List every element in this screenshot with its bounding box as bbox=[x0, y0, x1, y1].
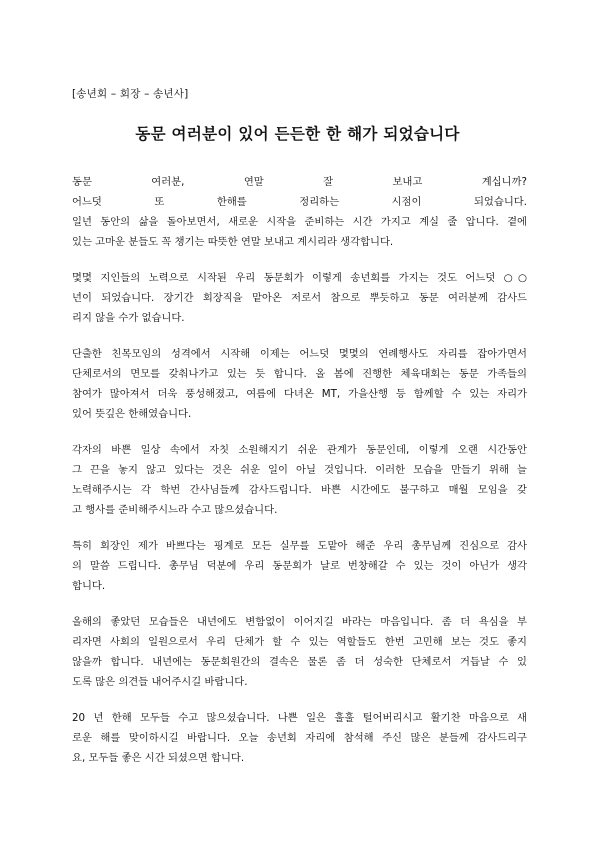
paragraph bbox=[72, 612, 527, 692]
text-line: 로운 해를 맞이하시길 바랍니다. 오늘 송년회 자리에 참석해 주신 많은 분들께 감사드리구 bbox=[72, 732, 527, 744]
text-line: 않을까 합니다. 내년에는 동문회원간의 결속은 물론 좀 더 성숙한 단체로서 거듭날 수 있 bbox=[72, 656, 527, 668]
text-line: 리지 않을 수가 없습니다. bbox=[72, 312, 185, 324]
paragraph bbox=[72, 344, 527, 424]
text-line: 단출한 친목모임의 성격에서 시작해 이제는 어느덧 몇몇의 연례행사도 자리를 잡아가면서 bbox=[72, 348, 527, 360]
paragraph bbox=[72, 268, 527, 328]
paragraph-gap bbox=[72, 252, 527, 268]
text-line: 동문 여러분, 연말 잘 보내고 계십니까? bbox=[72, 176, 527, 188]
text-line: 20 년 한해 모두들 수고 많으셨습니다. 나쁜 일은 훌훌 털어버리시고 활기찬 마음으로 새 bbox=[72, 712, 527, 724]
text-line: 단체로서의 면모를 갖춰나가고 있는 듯 합니다. 올 봄에 진행한 체육대회는 동문 가족들의 bbox=[72, 368, 527, 380]
text-line: 리자면 사회의 일원으로서 우리 단체가 할 수 있는 역할들도 한번 고민해 보는 것도 좋지 bbox=[72, 636, 527, 648]
document-title: 동문 여러분이 있어 든든한 한 해가 되었습니다 bbox=[135, 125, 460, 143]
paragraph bbox=[72, 440, 527, 520]
text-line: 노력해주시는 각 학번 간사님들께 감사드립니다. 바쁜 시간에도 불구하고 매월 모임을 갖 bbox=[72, 484, 527, 496]
text-line: 몇몇 지인들의 노력으로 시작된 우리 동문회가 이렇게 송년회를 가지는 것도 어느덧 ○○ bbox=[72, 272, 527, 284]
text-line: 도록 많은 의견들 내어주시길 바랍니다. bbox=[72, 676, 248, 688]
text-line: 일년 동안의 삶을 돌아보면서, 새로운 시작을 준비하는 시간 가지고 계실 줄 압니다. 곁에 bbox=[72, 216, 527, 228]
text-line: 년이 되었습니다. 장기간 회장직을 맡아온 저로서 참으로 뿌듯하고 동문 여러분께 감사드 bbox=[72, 292, 527, 304]
document-body bbox=[72, 172, 527, 768]
paragraph-gap bbox=[72, 328, 527, 344]
text-line: 각자의 바쁜 일상 속에서 자칫 소원해지기 쉬운 관계가 동문인데, 이렇게 오랜 시간동안 bbox=[72, 444, 527, 456]
text-line: 고 행사를 준비해주시느라 수고 많으셨습니다. bbox=[72, 504, 278, 516]
text-line: 의 말씀 드립니다. 총무님 덕분에 우리 동문회가 날로 번창해갈 수 있는 것이 아닌가 생각 bbox=[72, 560, 527, 572]
paragraph bbox=[72, 172, 527, 252]
text-line: 합니다. bbox=[72, 580, 106, 592]
paragraph-gap bbox=[72, 692, 527, 708]
document-category: [송년회 – 회장 – 송년사] bbox=[72, 88, 189, 100]
paragraph-gap bbox=[72, 520, 527, 536]
text-line: 있는 고마운 분들도 꼭 챙기는 따뜻한 연말 보내고 계시리라 생각합니다. bbox=[72, 236, 394, 248]
text-line: 올해의 좋았던 모습들은 내년에도 변함없이 이어지길 바라는 마음입니다. 좀 더 욕심을 부 bbox=[72, 616, 527, 628]
paragraph bbox=[72, 708, 527, 768]
paragraph-gap bbox=[72, 596, 527, 612]
text-line: 참여가 많아져서 더욱 풍성해졌고, 여름에 다녀온 MT, 가을산행 등 함께할 수 있는 자리가 bbox=[72, 388, 527, 400]
text-line: 요, 모두들 좋은 시간 되셨으면 합니다. bbox=[72, 752, 245, 764]
text-line: 특히 회장인 제가 바쁘다는 핑계로 모든 실무를 도맡아 해준 우리 총무님께 진심으로 감사 bbox=[72, 540, 527, 552]
text-line: 그 끈을 놓지 않고 있다는 것은 쉬운 일이 아닐 것입니다. 이러한 모습을 만들기 위해 늘 bbox=[72, 464, 527, 476]
paragraph-gap bbox=[72, 424, 527, 440]
paragraph bbox=[72, 536, 527, 596]
text-line: 어느덧 또 한해를 정리하는 시점이 되었습니다. bbox=[72, 196, 527, 208]
text-line: 있어 뜻깊은 한해였습니다. bbox=[72, 408, 192, 420]
